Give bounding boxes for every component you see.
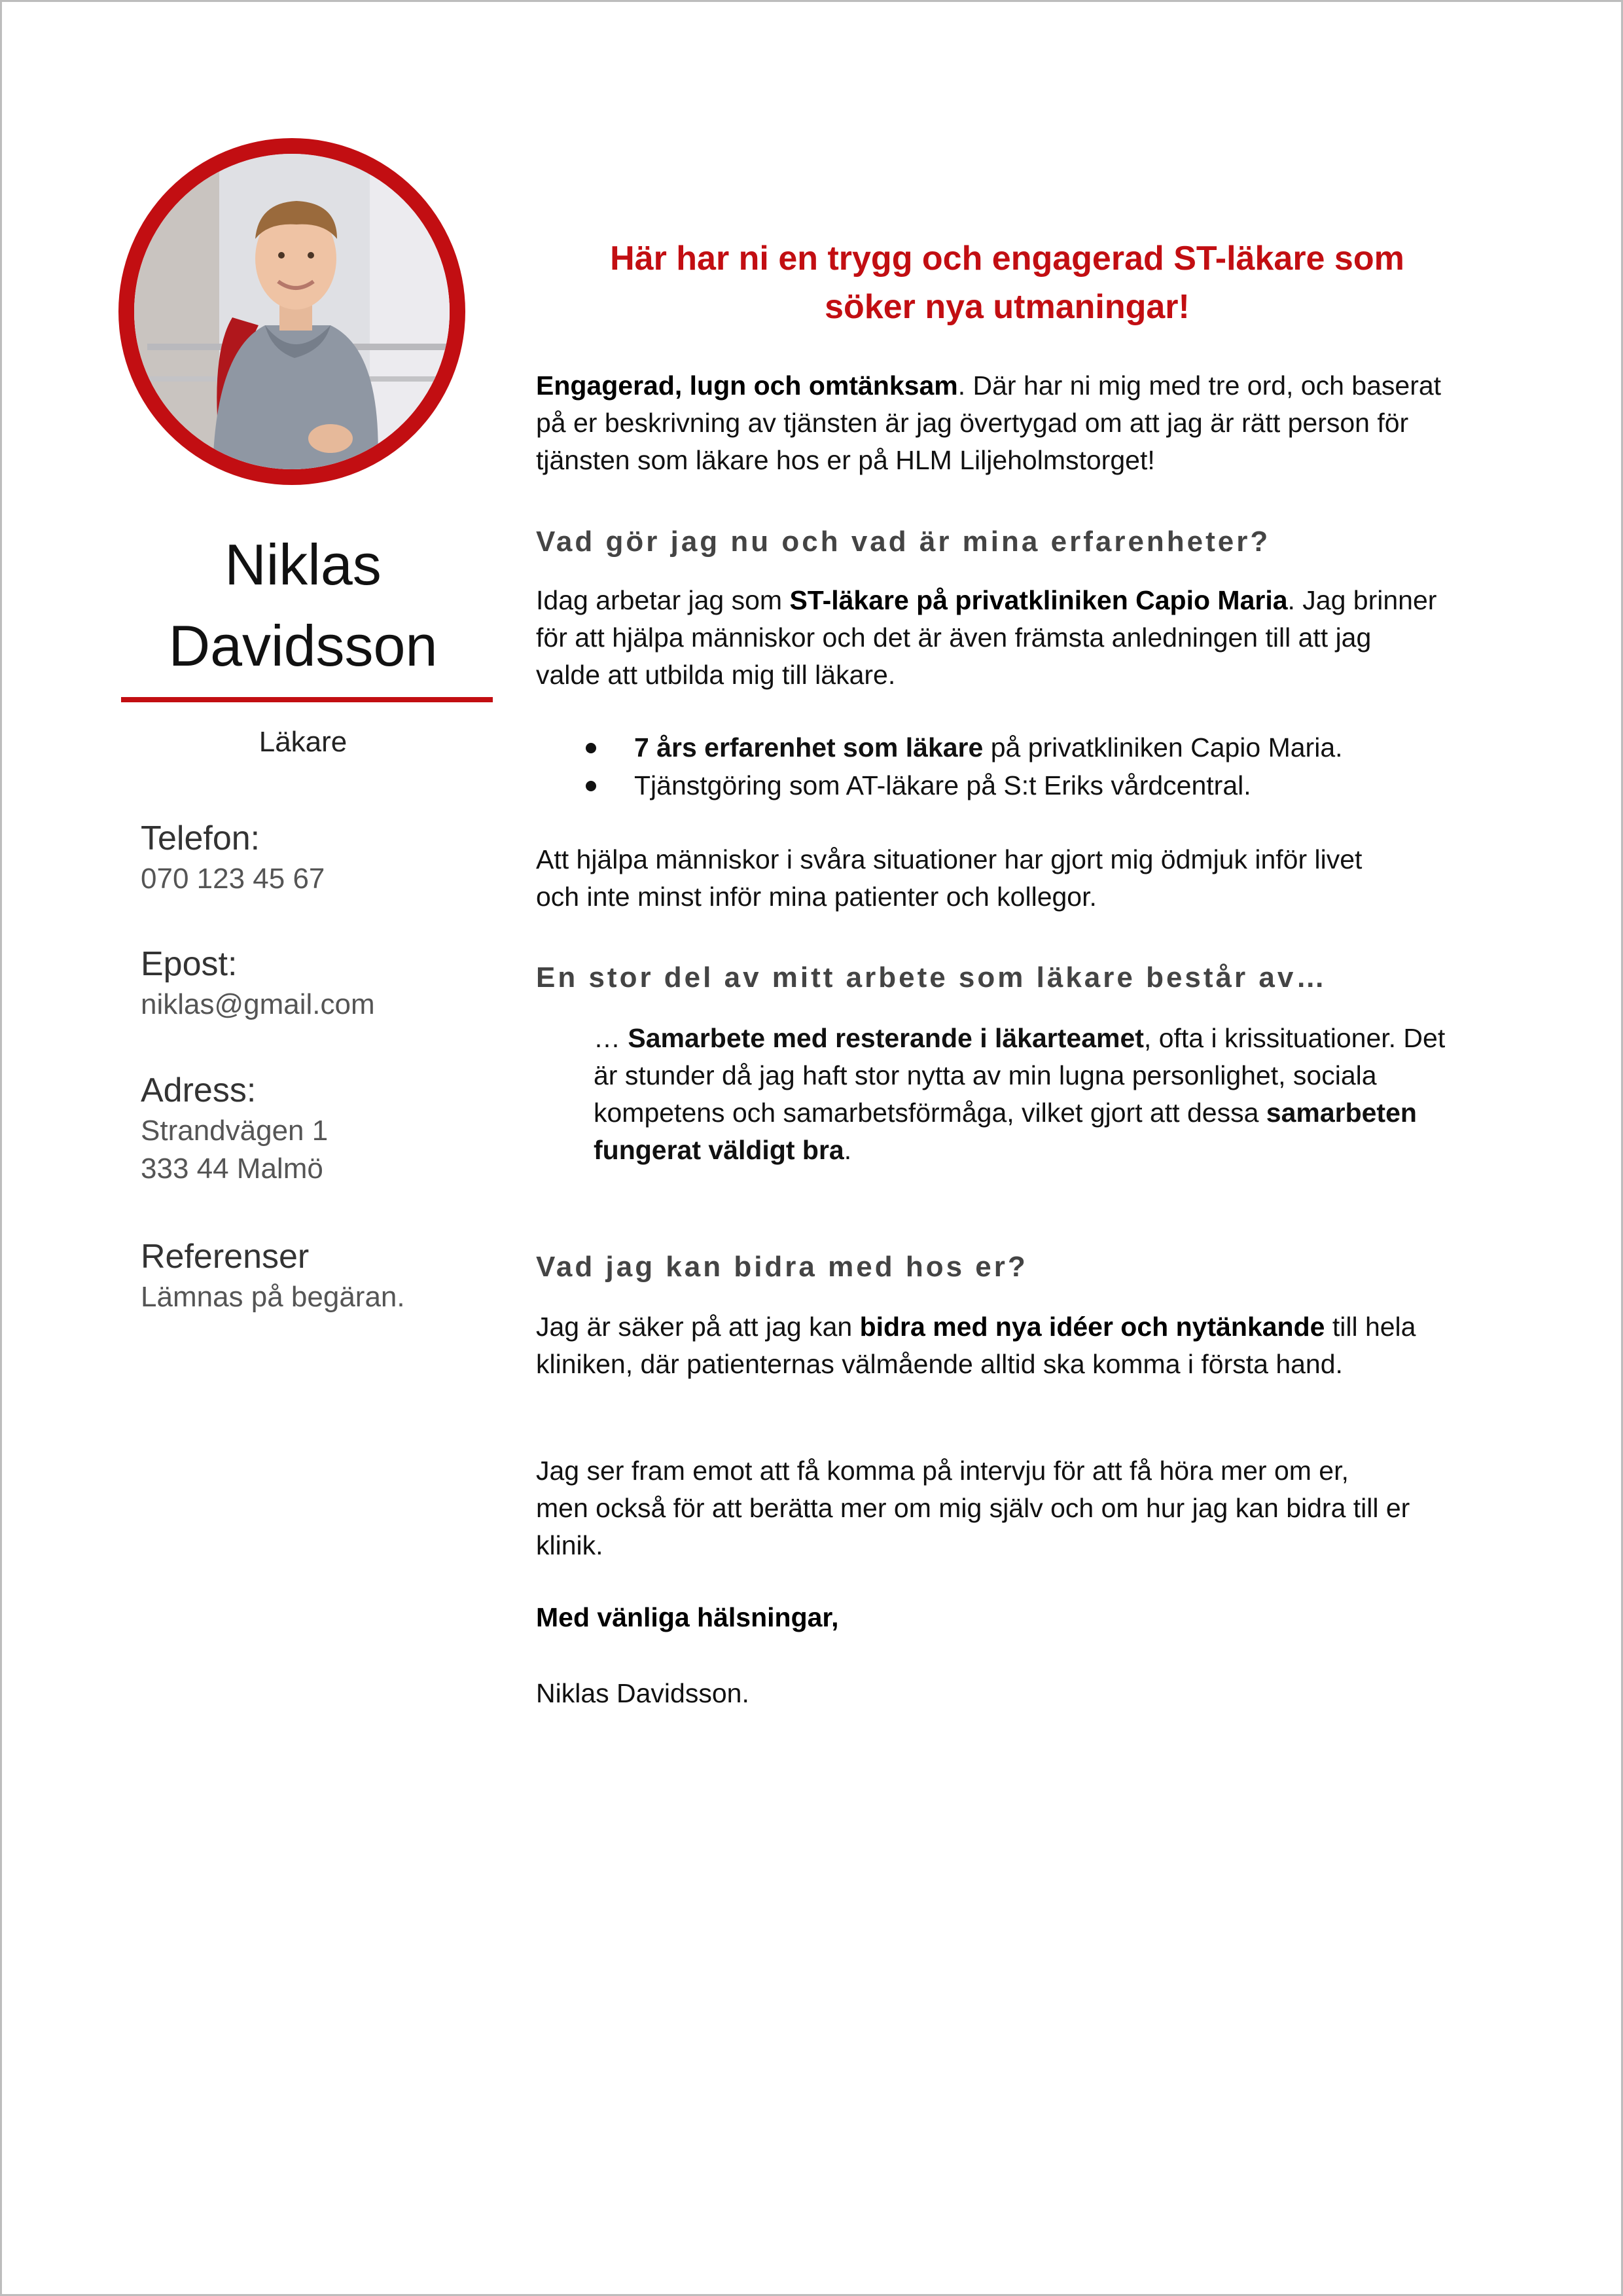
quote-post-1: , ofta i krissituationer. Det <box>1143 1023 1446 1053</box>
address-label: Adress: <box>141 1071 257 1109</box>
quote-line-3: kompetens och samarbetsförmåga, vilket gjort att dessa <box>594 1098 1266 1128</box>
last-name: Davidsson <box>168 613 438 678</box>
intro-text-1: . Där har ni mig med tre ord, och baserat <box>957 370 1442 401</box>
humility-paragraph <box>536 841 1491 916</box>
headline-line-2: söker nya utmaningar! <box>825 288 1190 326</box>
email-value: niklas@gmail.com <box>141 988 375 1020</box>
experience-bullet-list <box>578 728 1494 804</box>
list-item <box>578 728 1494 766</box>
experience-paragraph <box>536 582 1491 694</box>
contribution-bold: bidra med nya idéer och nytänkande <box>859 1312 1325 1342</box>
contribution-paragraph <box>536 1308 1491 1383</box>
work-quote-paragraph <box>594 1020 1490 1169</box>
quote-bold-2a: samarbeten <box>1266 1098 1417 1128</box>
bullet-icon <box>586 743 596 753</box>
address-line-1: Strandvägen 1 <box>141 1115 329 1147</box>
signature: Niklas Davidsson. <box>536 1678 749 1708</box>
profile-photo <box>134 154 450 469</box>
quote-line-2: är stunder då jag haft stor nytta av min lugna personlighet, sociala <box>594 1060 1377 1090</box>
quote-bold-2b: fungerat väldigt bra <box>594 1135 844 1165</box>
name-divider <box>121 697 493 702</box>
greeting <box>536 1599 1491 1636</box>
quote-bold-1: Samarbete med resterande i läkarteamet <box>628 1023 1144 1053</box>
phone-block <box>141 817 481 898</box>
humility-line-1: Att hjälpa människor i svåra situationer har gjort mig ödmjuk inför livet <box>536 844 1363 874</box>
experience-text-post: . Jag brinner <box>1287 585 1437 615</box>
experience-line-3: valde att utbilda mig till läkare. <box>536 660 896 690</box>
profile-photo-frame <box>118 138 465 485</box>
closing-paragraph <box>536 1452 1491 1564</box>
references-label: Referenser <box>141 1238 310 1276</box>
first-name: Niklas <box>224 532 382 597</box>
intro-paragraph <box>536 367 1491 479</box>
bullet-text: på privatkliniken Capio Maria. <box>983 732 1343 762</box>
experience-line-2: för att hjälpa människor och det är även främsta anledningen till att jag <box>536 622 1372 653</box>
section-heading-contribution: Vad jag kan bidra med hos er? <box>536 1251 1028 1283</box>
section-heading-work: En stor del av mitt arbete som läkare består av… <box>536 961 1328 994</box>
phone-value: 070 123 45 67 <box>141 863 325 895</box>
list-item <box>578 766 1494 804</box>
candidate-name <box>107 524 499 687</box>
contribution-line-2: kliniken, där patienternas välmående alltid ska komma i första hand. <box>536 1349 1343 1379</box>
quote-end: . <box>844 1135 852 1165</box>
intro-bold: Engagerad, lugn och omtänksam <box>536 370 958 401</box>
humility-line-2: och inte minst inför mina patienter och kollegor. <box>536 882 1097 912</box>
closing-line-2: men också för att berätta mer om mig själv och om hur jag kan bidra till er <box>536 1493 1410 1523</box>
address-line-2: 333 44 Malmö <box>141 1153 323 1185</box>
portrait-illustration <box>134 154 450 469</box>
section-heading-experience: Vad gör jag nu och vad är mina erfarenheter? <box>536 526 1271 558</box>
email-block <box>141 942 481 1024</box>
references-value: Lämnas på begäran. <box>141 1281 405 1313</box>
headline-line-1: Här har ni en trygg och engagerad ST-läkare som <box>610 240 1404 278</box>
job-title: Läkare <box>259 726 348 758</box>
bullet-bold: 7 års erfarenhet som läkare <box>634 732 984 762</box>
closing-line-3: klinik. <box>536 1530 603 1560</box>
contribution-pre: Jag är säker på att jag kan <box>536 1312 860 1342</box>
references-block <box>141 1235 481 1316</box>
intro-text-3: tjänsten som läkare hos er på HLM Liljeholmstorget! <box>536 445 1155 475</box>
quote-pre: … <box>594 1023 628 1053</box>
experience-text-pre: Idag arbetar jag som <box>536 585 790 615</box>
intro-text-2: på er beskrivning av tjänsten är jag övertygad om att jag är rätt person för <box>536 408 1409 438</box>
bullet-text: Tjänstgöring som AT-läkare på S:t Eriks vårdcentral. <box>634 770 1251 800</box>
closing-line-1: Jag ser fram emot att få komma på intervju för att få höra mer om er, <box>536 1456 1349 1486</box>
bullet-icon <box>586 781 596 791</box>
contribution-post: till hela <box>1325 1312 1416 1342</box>
email-label: Epost: <box>141 945 238 983</box>
greeting-text: Med vänliga hälsningar, <box>536 1602 839 1632</box>
letter-headline <box>536 234 1478 331</box>
experience-bold: ST-läkare på privatkliniken Capio Maria <box>789 585 1288 615</box>
phone-label: Telefon: <box>141 819 260 857</box>
address-block <box>141 1069 481 1188</box>
